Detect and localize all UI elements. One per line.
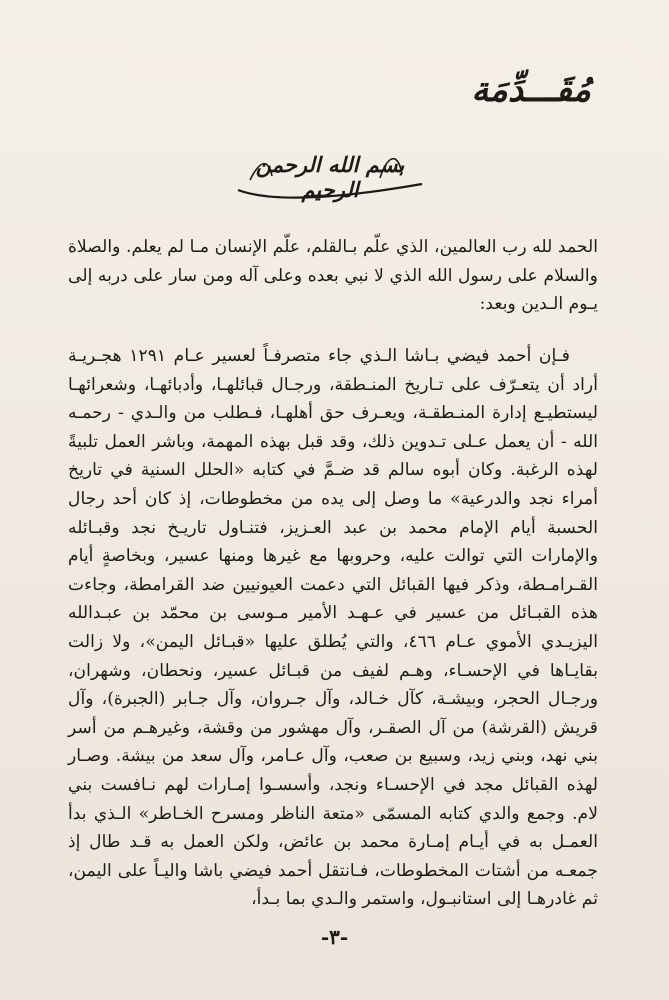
page-title: مُقَـــدِّمَة	[471, 70, 591, 110]
body-text	[68, 342, 598, 914]
basmala-text: بسم الله الرحمن الرحيم	[255, 152, 405, 202]
body-text-content: فـإن أحمد فيضي بـاشا الـذي جاء متصرفـاً لعسير عـام ١٢٩١ هجـريـة أراد أن يتعـرّف على تـاريخ المنـطقة، ورجـال قبائلهـا، وأدبائهـا، وشعرائهـا ليستطيـع إدارة المنـطقـة، ويعـرف حق أهلهـا، فـطلب من والـدي - رحمـه الله - أن يعمل عـلى تـدوين ذلك، وقد قبل بهذه المهمة، وباشر العمل تلبيةً لهذه الرغبة. وكان أبوه سالم قد ضـمَّ في كتابه «الحلل السنية في تاريخ أمراء نجد والدرعية» ما وصل إلى يده من مخطوطات، إذ كان أحد رجال الحسبة أيام الإمام محمد بن عبد العـزيز، فتنـاول تاريـخ نجد وقبـائله والإمارات التي توالت عليه، وحروبها مع غيرها ومنها عسير، وبخاصةٍ أيام القـرامـطة، وذكر فيها القبائل التي دعمت العيونيين ضد القرامطة، وجاءت هذه القبـائل من عسير في عـهـد الأمير مـوسى بن محمّد بن عبـدالله اليزيـدي الأموي عـام ٤٦٦، والتي يُطلق عليها «قبـائل اليمن»، ولا زالت بقايـاها في الإحسـاء، وهـم لفيف من قبـائل عسير، ونحطان، وشهران، ورجـال الحجر، وبيشـة، كآل خـالد، وآل جـروان، وآل جـابر (الجبرة)، وآل قريش (القرشة) من آل الصقـر، وآل مهشور من وقشة، وغيرهـم من أسر بني نهد، وبني زيد، وسبيع بن صعب، وآل عـامر، وآل سعد من بيشة. وصـار لهذه القبائل مجد في الإحسـاء ونجد، وأسسـوا إمـارات لهم نـافست بني لام. وجمع والدي كتابه المسمّى «متعة الناظر ومسرح الخـاطر» الـذي بدأ العمـل به في أيـام إمـارة محمد بن عائض، ولكن العمل به قـد طال إذ جمعـه من أشتات المخطوطات، فـانتقل أحمد فيضي باشا واليـاً على اليمن، ثم غادرهـا إلى استانبـول، واستمر والـدي بما بـدأ،	[68, 346, 598, 910]
body-paragraph	[68, 342, 598, 914]
page-number: -٣-	[320, 925, 349, 949]
intro-text: الحمد لله رب العالمين، الذي علّم بـالقلم، علّم الإنسان مـا لم يعلم. والصلاة والسلام على رسول الله الذي لا نبي بعده وعلى آله ومن سار على دربه إلى يـوم الـدين وبعد:	[68, 237, 598, 314]
intro-paragraph	[68, 233, 598, 319]
